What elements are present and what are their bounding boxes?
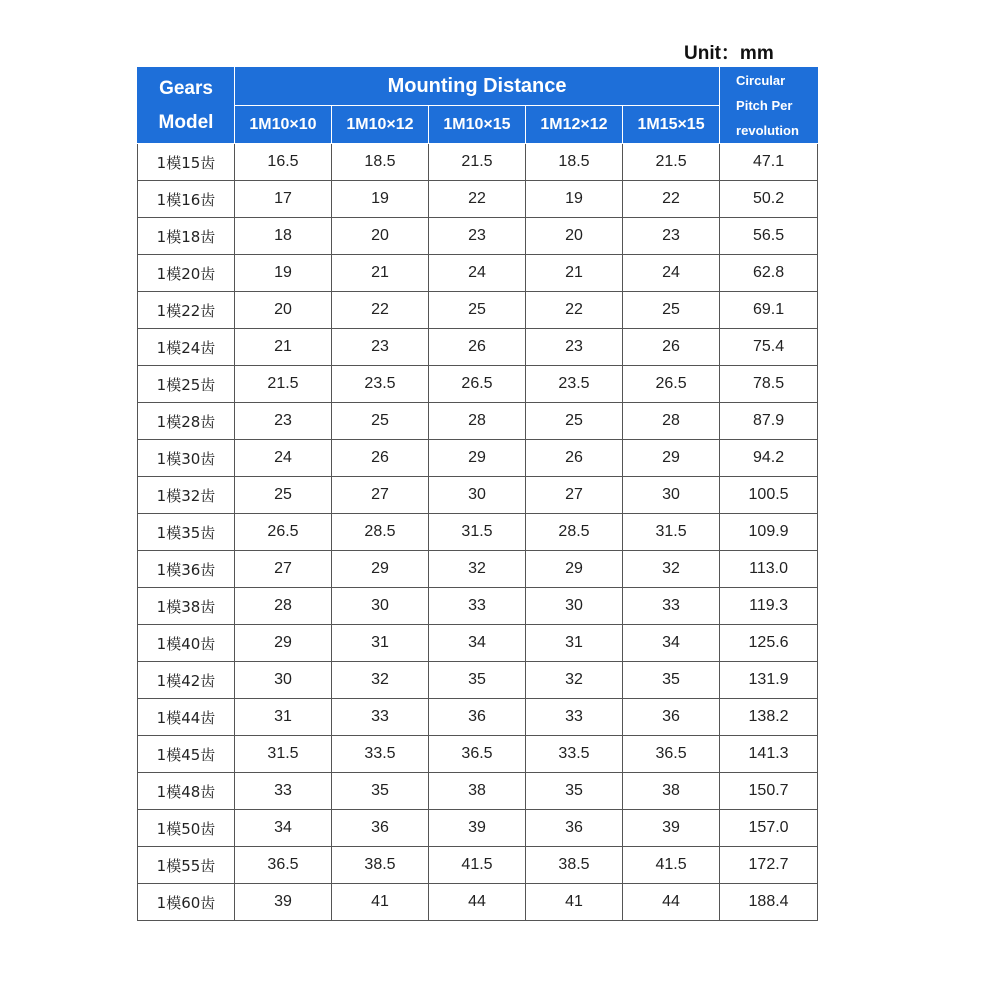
distance-1m15x15-cell: 31.5 xyxy=(623,514,720,551)
mounting-distance-header: Mounting Distance xyxy=(235,68,720,106)
distance-1m10x12-cell: 23 xyxy=(332,329,429,366)
column-header-1m10x10: 1M10×10 xyxy=(235,106,332,144)
table-row xyxy=(138,662,818,699)
distance-1m12x12-cell: 20 xyxy=(526,218,623,255)
gear-model-cell: 1模25齿 xyxy=(138,366,235,403)
header-row-sub xyxy=(138,106,818,144)
distance-1m10x12-cell: 33.5 xyxy=(332,736,429,773)
distance-1m12x12-cell: 23.5 xyxy=(526,366,623,403)
distance-1m12x12-cell: 27 xyxy=(526,477,623,514)
distance-1m10x10-cell: 36.5 xyxy=(235,847,332,884)
gear-model-cell: 1模45齿 xyxy=(138,736,235,773)
distance-1m10x15-cell: 31.5 xyxy=(429,514,526,551)
table-row xyxy=(138,588,818,625)
circular-pitch-cell: 138.2 xyxy=(720,699,818,736)
table-row xyxy=(138,847,818,884)
distance-1m10x10-cell: 25 xyxy=(235,477,332,514)
distance-1m10x10-cell: 39 xyxy=(235,884,332,921)
distance-1m10x10-cell: 19 xyxy=(235,255,332,292)
table-row xyxy=(138,366,818,403)
distance-1m12x12-cell: 19 xyxy=(526,181,623,218)
circular-pitch-cell: 119.3 xyxy=(720,588,818,625)
column-header-1m12x12: 1M12×12 xyxy=(526,106,623,144)
distance-1m12x12-cell: 23 xyxy=(526,329,623,366)
distance-1m10x10-cell: 23 xyxy=(235,403,332,440)
distance-1m12x12-cell: 28.5 xyxy=(526,514,623,551)
distance-1m10x15-cell: 28 xyxy=(429,403,526,440)
distance-1m10x15-cell: 44 xyxy=(429,884,526,921)
distance-1m15x15-cell: 44 xyxy=(623,884,720,921)
table-header xyxy=(138,68,818,144)
distance-1m10x10-cell: 24 xyxy=(235,440,332,477)
distance-1m10x12-cell: 21 xyxy=(332,255,429,292)
distance-1m10x15-cell: 22 xyxy=(429,181,526,218)
circular-pitch-cell: 69.1 xyxy=(720,292,818,329)
circular-pitch-cell: 113.0 xyxy=(720,551,818,588)
gear-model-cell: 1模22齿 xyxy=(138,292,235,329)
distance-1m10x10-cell: 26.5 xyxy=(235,514,332,551)
distance-1m10x10-cell: 29 xyxy=(235,625,332,662)
distance-1m15x15-cell: 22 xyxy=(623,181,720,218)
distance-1m15x15-cell: 36 xyxy=(623,699,720,736)
distance-1m15x15-cell: 29 xyxy=(623,440,720,477)
distance-1m10x12-cell: 23.5 xyxy=(332,366,429,403)
table-row xyxy=(138,144,818,181)
distance-1m15x15-cell: 32 xyxy=(623,551,720,588)
distance-1m12x12-cell: 36 xyxy=(526,810,623,847)
distance-1m12x12-cell: 18.5 xyxy=(526,144,623,181)
distance-1m10x15-cell: 29 xyxy=(429,440,526,477)
distance-1m10x12-cell: 35 xyxy=(332,773,429,810)
circular-pitch-cell: 157.0 xyxy=(720,810,818,847)
distance-1m12x12-cell: 25 xyxy=(526,403,623,440)
gear-model-cell: 1模50齿 xyxy=(138,810,235,847)
circular-pitch-cell: 141.3 xyxy=(720,736,818,773)
circular-pitch-cell: 78.5 xyxy=(720,366,818,403)
distance-1m10x15-cell: 32 xyxy=(429,551,526,588)
distance-1m10x12-cell: 36 xyxy=(332,810,429,847)
circular-pitch-cell: 150.7 xyxy=(720,773,818,810)
gear-model-cell: 1模48齿 xyxy=(138,773,235,810)
distance-1m15x15-cell: 34 xyxy=(623,625,720,662)
distance-1m10x10-cell: 17 xyxy=(235,181,332,218)
gear-model-cell: 1模24齿 xyxy=(138,329,235,366)
distance-1m10x15-cell: 33 xyxy=(429,588,526,625)
distance-1m10x10-cell: 34 xyxy=(235,810,332,847)
table-row xyxy=(138,551,818,588)
distance-1m10x10-cell: 21 xyxy=(235,329,332,366)
gear-model-cell: 1模35齿 xyxy=(138,514,235,551)
distance-1m10x15-cell: 30 xyxy=(429,477,526,514)
table-row xyxy=(138,884,818,921)
distance-1m10x10-cell: 30 xyxy=(235,662,332,699)
gear-model-cell: 1模28齿 xyxy=(138,403,235,440)
distance-1m12x12-cell: 33 xyxy=(526,699,623,736)
table-row xyxy=(138,292,818,329)
distance-1m10x12-cell: 19 xyxy=(332,181,429,218)
distance-1m15x15-cell: 21.5 xyxy=(623,144,720,181)
distance-1m12x12-cell: 31 xyxy=(526,625,623,662)
distance-1m15x15-cell: 39 xyxy=(623,810,720,847)
circular-pitch-cell: 62.8 xyxy=(720,255,818,292)
circular-pitch-cell: 87.9 xyxy=(720,403,818,440)
distance-1m10x12-cell: 20 xyxy=(332,218,429,255)
distance-1m10x12-cell: 29 xyxy=(332,551,429,588)
circular-pitch-cell: 94.2 xyxy=(720,440,818,477)
circular-pitch-cell: 56.5 xyxy=(720,218,818,255)
gear-model-cell: 1模38齿 xyxy=(138,588,235,625)
distance-1m15x15-cell: 36.5 xyxy=(623,736,720,773)
circular-pitch-cell: 75.4 xyxy=(720,329,818,366)
distance-1m12x12-cell: 29 xyxy=(526,551,623,588)
distance-1m10x15-cell: 34 xyxy=(429,625,526,662)
distance-1m10x12-cell: 18.5 xyxy=(332,144,429,181)
table-row xyxy=(138,329,818,366)
distance-1m15x15-cell: 33 xyxy=(623,588,720,625)
gear-model-cell: 1模18齿 xyxy=(138,218,235,255)
circular-pitch-cell: 50.2 xyxy=(720,181,818,218)
distance-1m12x12-cell: 21 xyxy=(526,255,623,292)
table-row xyxy=(138,440,818,477)
gears-model-line2: Model xyxy=(158,111,214,133)
distance-1m10x15-cell: 41.5 xyxy=(429,847,526,884)
distance-1m10x15-cell: 26.5 xyxy=(429,366,526,403)
distance-1m10x10-cell: 28 xyxy=(235,588,332,625)
gear-model-cell: 1模20齿 xyxy=(138,255,235,292)
distance-1m10x10-cell: 20 xyxy=(235,292,332,329)
gear-model-cell: 1模36齿 xyxy=(138,551,235,588)
distance-1m10x15-cell: 35 xyxy=(429,662,526,699)
gear-model-cell: 1模16齿 xyxy=(138,181,235,218)
distance-1m10x12-cell: 32 xyxy=(332,662,429,699)
distance-1m12x12-cell: 32 xyxy=(526,662,623,699)
distance-1m10x10-cell: 16.5 xyxy=(235,144,332,181)
distance-1m10x12-cell: 33 xyxy=(332,699,429,736)
distance-1m10x10-cell: 31.5 xyxy=(235,736,332,773)
distance-1m10x15-cell: 23 xyxy=(429,218,526,255)
distance-1m10x10-cell: 33 xyxy=(235,773,332,810)
distance-1m15x15-cell: 26 xyxy=(623,329,720,366)
gear-model-cell: 1模40齿 xyxy=(138,625,235,662)
unit-label: Unit：mm xyxy=(684,43,774,64)
circular-pitch-cell: 47.1 xyxy=(720,144,818,181)
distance-1m15x15-cell: 26.5 xyxy=(623,366,720,403)
table-row xyxy=(138,810,818,847)
column-header-1m15x15: 1M15×15 xyxy=(623,106,720,144)
distance-1m10x12-cell: 38.5 xyxy=(332,847,429,884)
gear-model-cell: 1模44齿 xyxy=(138,699,235,736)
table-row xyxy=(138,181,818,218)
circular-pitch-cell: 172.7 xyxy=(720,847,818,884)
gears-model-line1: Gears xyxy=(159,77,213,99)
distance-1m10x10-cell: 31 xyxy=(235,699,332,736)
distance-1m15x15-cell: 28 xyxy=(623,403,720,440)
distance-1m10x12-cell: 28.5 xyxy=(332,514,429,551)
gear-model-cell: 1模30齿 xyxy=(138,440,235,477)
distance-1m10x10-cell: 27 xyxy=(235,551,332,588)
table-row xyxy=(138,255,818,292)
distance-1m10x12-cell: 26 xyxy=(332,440,429,477)
table-row xyxy=(138,514,818,551)
distance-1m12x12-cell: 35 xyxy=(526,773,623,810)
gear-model-cell: 1模32齿 xyxy=(138,477,235,514)
circular-pitch-line2: Pitch Per xyxy=(736,98,793,113)
distance-1m10x15-cell: 36.5 xyxy=(429,736,526,773)
distance-1m10x12-cell: 31 xyxy=(332,625,429,662)
distance-1m10x12-cell: 30 xyxy=(332,588,429,625)
gear-model-cell: 1模55齿 xyxy=(138,847,235,884)
table-row xyxy=(138,477,818,514)
distance-1m15x15-cell: 41.5 xyxy=(623,847,720,884)
gear-model-cell: 1模15齿 xyxy=(138,144,235,181)
distance-1m12x12-cell: 38.5 xyxy=(526,847,623,884)
circular-pitch-cell: 109.9 xyxy=(720,514,818,551)
circular-pitch-cell: 100.5 xyxy=(720,477,818,514)
distance-1m10x12-cell: 41 xyxy=(332,884,429,921)
column-header-1m10x12: 1M10×12 xyxy=(332,106,429,144)
distance-1m12x12-cell: 22 xyxy=(526,292,623,329)
distance-1m10x12-cell: 27 xyxy=(332,477,429,514)
gear-model-cell: 1模60齿 xyxy=(138,884,235,921)
table-row xyxy=(138,218,818,255)
distance-1m15x15-cell: 35 xyxy=(623,662,720,699)
distance-1m10x12-cell: 22 xyxy=(332,292,429,329)
circular-pitch-line3: revolution xyxy=(736,123,799,138)
distance-1m10x15-cell: 36 xyxy=(429,699,526,736)
table-row xyxy=(138,403,818,440)
distance-1m15x15-cell: 25 xyxy=(623,292,720,329)
distance-1m10x15-cell: 38 xyxy=(429,773,526,810)
distance-1m10x15-cell: 26 xyxy=(429,329,526,366)
header-row-top xyxy=(138,68,818,106)
table-row xyxy=(138,736,818,773)
gears-model-header xyxy=(138,68,235,144)
column-header-1m10x15: 1M10×15 xyxy=(429,106,526,144)
distance-1m15x15-cell: 23 xyxy=(623,218,720,255)
distance-1m10x15-cell: 25 xyxy=(429,292,526,329)
table-row xyxy=(138,625,818,662)
circular-pitch-cell: 125.6 xyxy=(720,625,818,662)
circular-pitch-line1: Circular xyxy=(736,73,786,88)
table-body xyxy=(138,144,818,921)
distance-1m10x10-cell: 21.5 xyxy=(235,366,332,403)
circular-pitch-header xyxy=(720,68,818,144)
distance-1m15x15-cell: 24 xyxy=(623,255,720,292)
distance-1m10x15-cell: 39 xyxy=(429,810,526,847)
circular-pitch-cell: 131.9 xyxy=(720,662,818,699)
gear-model-cell: 1模42齿 xyxy=(138,662,235,699)
distance-1m12x12-cell: 41 xyxy=(526,884,623,921)
circular-pitch-cell: 188.4 xyxy=(720,884,818,921)
distance-1m10x12-cell: 25 xyxy=(332,403,429,440)
distance-1m12x12-cell: 26 xyxy=(526,440,623,477)
table-row xyxy=(138,699,818,736)
distance-1m15x15-cell: 30 xyxy=(623,477,720,514)
distance-1m10x15-cell: 24 xyxy=(429,255,526,292)
mounting-distance-table xyxy=(137,67,818,921)
distance-1m12x12-cell: 30 xyxy=(526,588,623,625)
distance-1m15x15-cell: 38 xyxy=(623,773,720,810)
distance-1m10x15-cell: 21.5 xyxy=(429,144,526,181)
distance-1m10x10-cell: 18 xyxy=(235,218,332,255)
distance-1m12x12-cell: 33.5 xyxy=(526,736,623,773)
table-row xyxy=(138,773,818,810)
